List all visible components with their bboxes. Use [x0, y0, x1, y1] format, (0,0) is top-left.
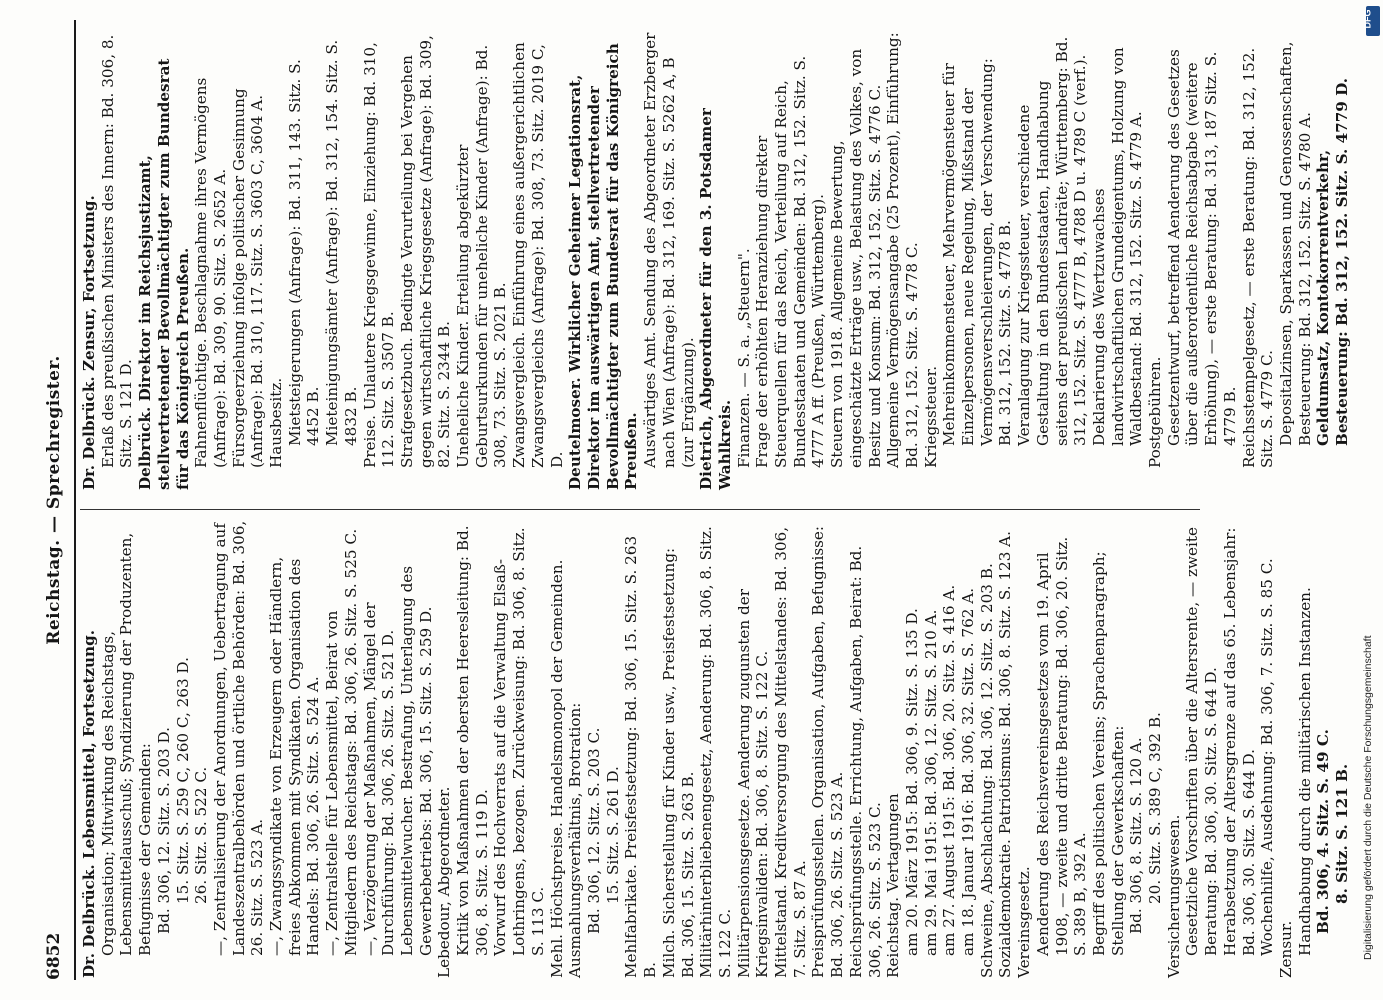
index-entry: Gesetzentwurf, betreffend Aenderung des Gesetzes über die außerordentliche Reichsabgabe (weitere Erhöhung), — erste Beratung: Bd. 313, 187 Sitz. S. 4779 B. [1164, 49, 1239, 446]
index-entry: Hausbesitz. [267, 377, 286, 468]
index-entry: am 18. Januar 1916: Bd. 306, 32. Sitz. S. 762 A. [959, 587, 978, 956]
page-header [40, 20, 70, 980]
index-entry: Kriegssteuer. [921, 365, 940, 468]
index-entry: Veranlagung zur Kriegssteuer, verschiedene Gestaltung in den Bundesstaaten, Handhabung seitens der preußischen Landräte; Württemberg: Bd. 312, 152. Sitz. S. 4777 B, 4788 D u. 4789 C (verf.). [1015, 36, 1090, 446]
index-entry: Milch. Sicherstellung für Kinder usw., Preisfestsetzung: Bd. 306, 15. Sitz. S. 263 B. [659, 547, 697, 978]
index-entry: —, Zentralstelle für Lebensmittel, Beirat von Mitgliedern des Reichstags: Bd. 306, 26. Sitz. S. 525 C. [323, 528, 360, 956]
index-entry: Kritik von Maßnahmen der obersten Heeresleitung: Bd. 306, 8. Sitz. S. 119 D. [454, 525, 491, 956]
index-entry: Wochenhilfe, Ausdehnung: Bd. 306, 7. Sitz. S. 85 C. [1258, 558, 1277, 956]
index-entry: Deutelmoser. Wirklicher Geheimer Legationsrat, Direktor im auswärtigen Amt, stellvertretender Bevollmächtigter zum Bundesrat für das Königreich Preußen. [566, 43, 641, 490]
index-entry: 26. Sitz. S. 522 C. [192, 766, 211, 904]
index-entry: 15. Sitz. S. 261 D. [603, 766, 622, 904]
index-entry: Fürsorgeerziehung infolge politischer Gesinnung (Anfrage): Bd. 310, 117. Sitz. S. 3603 C, 3604 A. [229, 88, 267, 468]
index-entry: Finanzen. — S. a. „Steuern". [734, 248, 753, 468]
index-entry: Mieteinigungsämter (Anfrage): Bd. 312, 154. Sitz. S. 4832 B. [323, 39, 360, 446]
index-entry: Auswärtiges Amt. Sendung des Abgeordneter Erzberger nach Wien (Anfrage): Bd. 312, 169. Sitz. S. 5262 A, B (zur Ergänzung). [641, 32, 697, 468]
credit-text: Digitalisierung gefördert durch die Deutsche Forschungsgemeinschaft [1362, 635, 1374, 960]
index-entry: Dr. Delbrück. Zensur, Fortsetzung. [80, 195, 98, 490]
index-entry: Begriff des politischen Vereins; Sprachenparagraph; Stellung der Gewerkschaften: [1089, 551, 1127, 956]
index-entry: Mehlfabrikate. Preisfestsetzung: Bd. 306, 15. Sitz. S. 263 B. [622, 535, 660, 978]
index-entry: Aenderung des Reichsvereinsgesetzes vom 19. April 1908, — zweite und dritte Beratung: Bd. 306, 20. Sitz. S. 389 B, 392 A. [1033, 536, 1090, 956]
left-column [80, 518, 1352, 978]
page-number: 6852 [44, 932, 64, 980]
index-entry: Militärpensionsgesetze. Aenderung zugunsten der Kriegsinvaliden: Bd. 306, 8. Sitz. S. 122 C. [734, 589, 772, 978]
index-entry: Zensur. [1277, 920, 1295, 978]
index-entry: Mittelstand. Kreditversorgung des Mittelstandes: Bd. 306, 7. Sitz. S. 87 A. [772, 526, 809, 978]
index-entry: Bd. 306, 12. Sitz. S. 203 C. [584, 727, 603, 934]
index-entry: Gesetzliche Vorschriften über die Altersrente, — zweite Beratung: Bd. 306, 30. Sitz. S. 644 D. [1183, 527, 1221, 956]
index-entry: Schweine, Abschlachtung: Bd. 306, 12. Sitz. S. 203 B. [977, 563, 996, 978]
index-entry: Lebedour, Abgeordneter. [435, 786, 454, 978]
index-entry: Steuern von 1918. Allgemeine Bewertung, eingeschätzte Erträge usw., Belastung des Volkes, von Besitz und Konsum: Bd. 312, 152. Sitz. S. 4776 C. [828, 48, 884, 468]
index-entry: am 27. August 1915: Bd. 306, 20. Sitz. S. 416 A. [940, 584, 959, 956]
index-entry: Erlaß des preußischen Ministers des Innern: Bd. 306, 8. Sitz. S. 121 D. [98, 34, 136, 468]
index-entry: Postgebühren. [1146, 356, 1165, 468]
index-entry: Dr. Delbrück. Lebensmittel, Fortsetzung. [80, 630, 98, 978]
index-entry: Strafgesetzbuch. Bedingte Verurteilung bei Vergehen gegen wirtschaftliche Kriegsgesetze (Anfrage): Bd. 309, 82. Sitz. S. 2344 B. [397, 35, 454, 468]
index-entry: Allgemeine Vermögensangabe (25 Prozent), Einführung: Bd. 312, 152. Sitz. S. 4778 C. [884, 32, 921, 468]
index-entry: 8. Sitz. S. 121 B. [1333, 763, 1352, 904]
running-title: Reichstag. — Sprechregister. [44, 355, 64, 645]
index-entry: Reichsstempelgesetz, — erste Beratung: Bd. 312, 152. Sitz. S. 4779 C. [1239, 47, 1277, 468]
dfg-logo [1362, 6, 1380, 36]
index-entry: —, Verzögerung der Maßnahmen, Mängel der Durchführung: Bd. 306, 26. Sitz. S. 521 D. [360, 602, 398, 956]
index-entry: Frage der erhöhten Heranziehung direkter Steuerquellen für das Reich, Verteilung auf Reich, Bundesstaaten und Gemeinden: Bd. 312, 152. Sitz. S. 4777 A ff. (Preußen, Württemberg). [753, 55, 828, 468]
index-entry: Delbrück. Direktor im Reichsjustizamt, stellvertretender Bevollmächtigter zum Bundesrat für das Königreich Preußen. [136, 58, 192, 490]
index-entry: Deklarierung des Wertzuwachses landwirtschaftlichen Grundeigentums, Holzung von Waldbestand: Bd. 312, 152. Sitz. S. 4779 A. [1089, 47, 1146, 446]
index-entry: Geldumsatz, Kontokorrentverkehr, Besteuerung: Bd. 312, 152. Sitz. S. 4779 D. [1314, 77, 1352, 446]
index-entry: Herabsetzung der Altersgrenze auf das 65. Lebensjahr: Bd. 306, 30. Sitz. S. 644 D. [1220, 527, 1258, 956]
index-entry: Zwangsvergleich. Einführung eines außergerichtlichen Zwangsvergleichs (Anfrage): Bd. 308, 73. Sitz. 2019 C, D. [510, 42, 566, 468]
index-entry: Versicherungswesen. [1164, 814, 1183, 978]
index-entry: Handhabung durch die militärischen Instanzen. [1295, 587, 1314, 956]
index-entry: Uneheliche Kinder. Erteilung abgekürzter Geburtsurkunden für uneheliche Kinder (Anfrage): Bd. 308, 73. Sitz. S. 2021 B. [454, 44, 510, 468]
dfg-logo-text: DFG [1362, 9, 1373, 29]
index-entry: 15. Sitz. S. 259 C, 260 C, 263 D. [173, 657, 192, 904]
index-entry: Lebensmittelwucher. Bestrafung, Unterlagung des Gewerbebetriebs: Bd. 306, 15. Sitz. S. 259 D. [397, 565, 435, 956]
index-entry: Bd. 306, 12. Sitz. S. 203 D. [154, 727, 173, 934]
index-entry: Preisprüfungsstellen. Organisation, Aufgaben, Befugnisse: Bd. 306, 26. Sitz. S. 523 A. [809, 525, 847, 978]
column-divider [80, 509, 1200, 510]
index-entry: —, Zentralisierung der Anordnungen, Uebertragung auf Landeszentralbehörden und örtliche Behörden: Bd. 306, 26. Sitz. S. 523 A. [210, 520, 267, 956]
index-entry: Reichsprüfungsstelle. Errichtung, Aufgaben, Beirat: Bd. 306, 26. Sitz. S. 523 C. [846, 545, 884, 978]
index-entry: Sozialdemokratie. Patriotismus: Bd. 306, 8. Sitz. S. 123 A. [996, 531, 1015, 978]
index-entry: Vorwurf des Hochverrats auf die Verwaltung Elsaß-Lothringens, bezogen. Zurückweisung: Bd. 306, 8. Sitz. S. 113 C. [491, 527, 547, 956]
header-rule [74, 20, 76, 980]
index-entry: am 20. März 1915: Bd. 306, 9. Sitz. S. 135 D. [902, 608, 921, 956]
index-entry: Preise. Unlautere Kriegsgewinne, Einziehung: Bd. 310, 112. Sitz. S. 3507 B. [360, 42, 398, 468]
index-entry: Bd. 306, 8. Sitz. S. 120 A. [1127, 737, 1146, 934]
index-entry: Organisation; Mitwirkung des Reichstags, Lebensmittelausschuß; Syndizierung der Produzenten, Befugnisse der Gemeinden: [98, 532, 155, 956]
index-entry: Vereinsgesetz. [1015, 866, 1034, 978]
index-entry: Militärhinterbliebenengesetz, Aenderung: Bd. 306, 8. Sitz. S. 122 C. [697, 526, 734, 978]
index-entry: 20. Sitz. S. 389 C, 392 B. [1146, 712, 1165, 904]
index-entry: am 29. Mai 1915: Bd. 306, 12. Sitz. S. 210 A. [921, 609, 940, 956]
index-entry: Depositalzinsen, Sparkassen und Genossenschaften, Besteuerung: Bd. 312, 152. Sitz. S. 4780 A. [1277, 41, 1314, 446]
index-entry: Dietrich, Abgeordneter für den 3. Potsdamer Wahlkreis. [697, 108, 734, 490]
index-entry: Mehreinkommensteuer, Mehrvermögensteuer für Einzelpersonen, neue Regelung, Mißstand der Vermögensverschleierungen, der Verschwendung: Bd. 312, 152. Sitz. S. 4778 B. [940, 58, 1015, 446]
index-entry: Bd. 306, 4. Sitz. S. 49 C. [1314, 729, 1333, 934]
index-entry: Fahnenflüchtige. Beschlagnahme ihres Vermögens (Anfrage): Bd. 309, 90. Sitz. S. 2652 A. [192, 77, 229, 468]
right-column [80, 30, 1352, 490]
digitization-credit [1362, 40, 1380, 960]
index-entry: Mietsteigerungen (Anfrage): Bd. 311, 143. Sitz. S. 4452 B. [285, 59, 323, 446]
index-entry: Mehl. Höchstpreise. Handelsmonopol der Gemeinden. Ausmahlungsverhältnis, Brotration: [547, 559, 585, 978]
index-entry: —, Zwangssyndikate von Erzeugern oder Händlern, freies Abkommen mit Syndikaten. Organisation des Handels: Bd. 306, 26. Sitz. S. 524 A. [267, 556, 323, 956]
index-entry: Reichstag. Vertagungen [884, 793, 903, 978]
